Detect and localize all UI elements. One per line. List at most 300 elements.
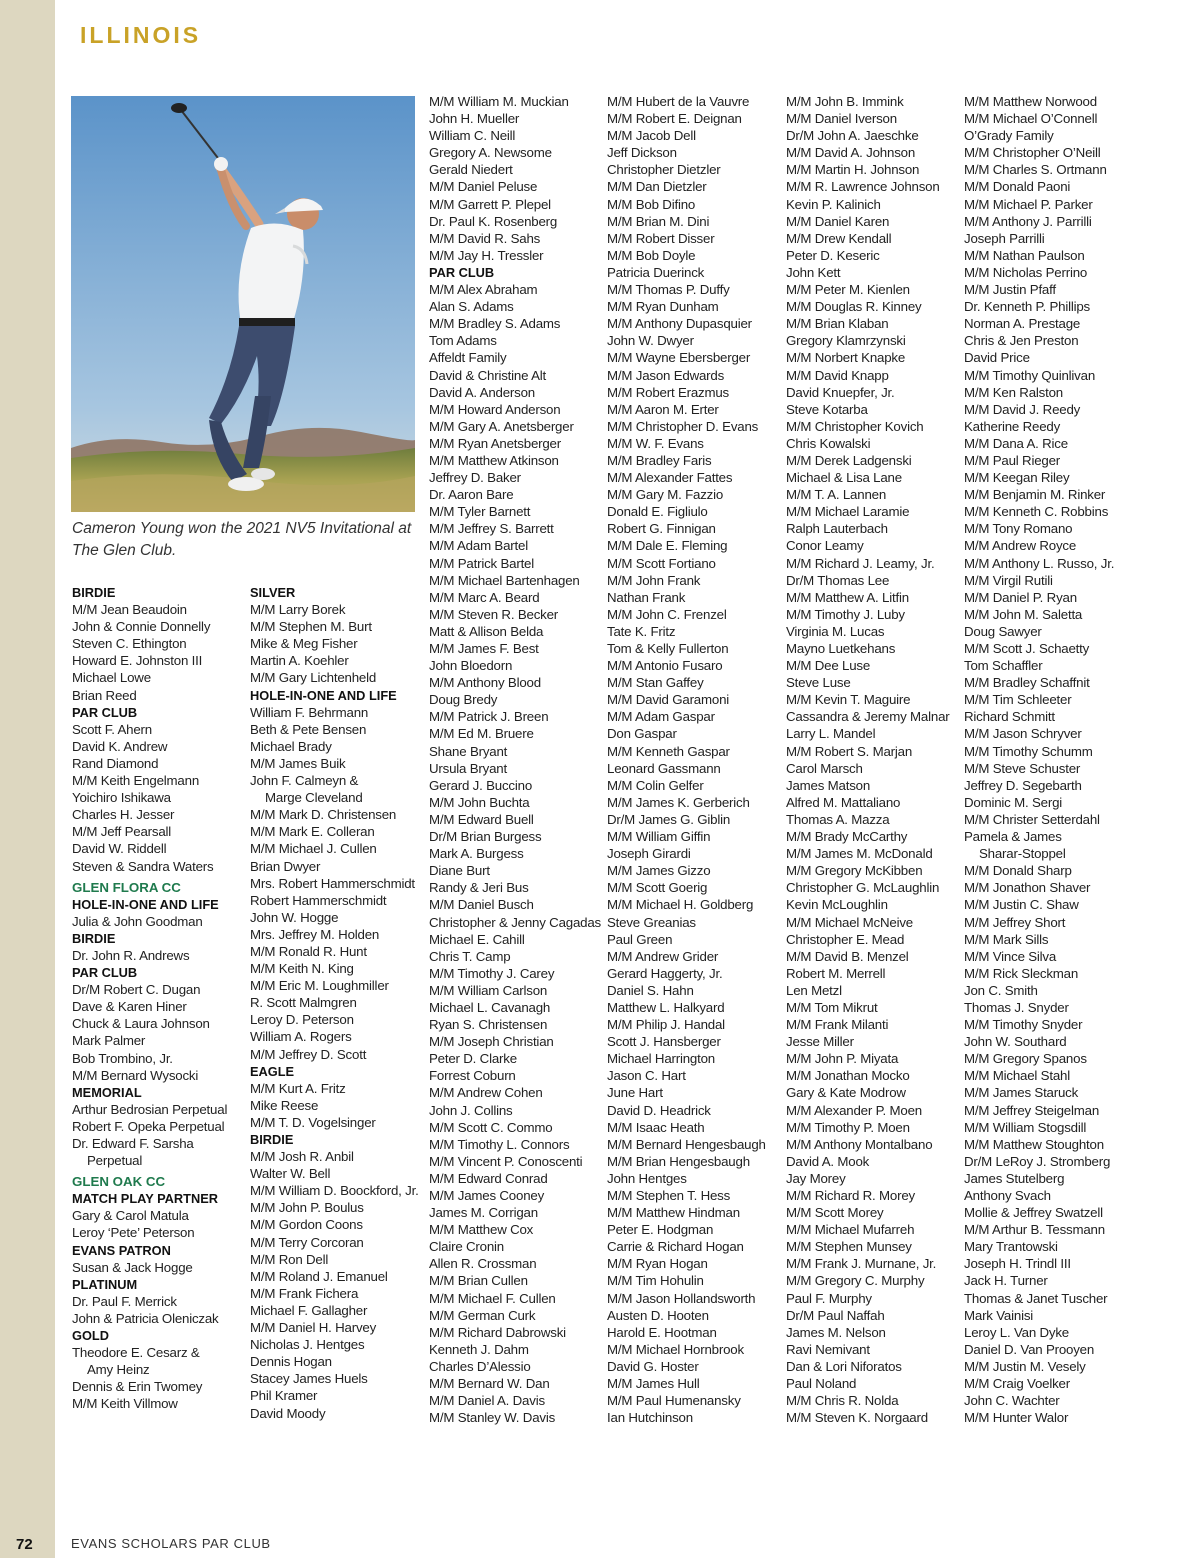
donor-name: M/M Andrew Grider	[607, 948, 719, 964]
donor-name: John W. Dwyer	[607, 333, 694, 349]
donor-name: Daniel D. Van Prooyen	[964, 1341, 1095, 1357]
donor-name: M/M Jeffrey S. Barrett	[429, 521, 554, 537]
donor-name: M/M Tyler Barnett	[429, 504, 531, 520]
donor-name: M/M Dale E. Fleming	[607, 538, 728, 554]
donor-name: John F. Calmeyn &	[250, 773, 359, 789]
donor-name: M/M Jeffrey Short	[964, 914, 1066, 930]
donor-name: M/M Craig Voelker	[964, 1376, 1070, 1392]
donor-name: Michael Harrington	[607, 1051, 715, 1067]
donor-name: M/M Brian Hengesbaugh	[607, 1153, 750, 1169]
donor-name: Peter E. Hodgman	[607, 1222, 714, 1238]
donor-name: Jon C. Smith	[964, 982, 1038, 998]
donor-name: Yoichiro Ishikawa	[72, 790, 171, 806]
donor-name: M/M Ronald R. Hunt	[250, 943, 367, 959]
donor-name: M/M Howard Anderson	[429, 401, 561, 417]
donor-name: M/M John B. Immink	[786, 94, 904, 109]
donor-name: Dan & Lori Niforatos	[786, 1358, 902, 1374]
donor-name: Theodore E. Cesarz &	[72, 1345, 200, 1361]
donor-name: M/M Virgil Rutili	[964, 572, 1053, 588]
donor-name: M/M Larry Borek	[250, 602, 346, 618]
donor-name: William F. Behrmann	[250, 704, 369, 720]
donor-name: M/M Charles S. Ortmann	[964, 162, 1107, 178]
donor-name: M/M Timothy Snyder	[964, 1017, 1083, 1033]
donor-name: M/M John M. Saletta	[964, 606, 1083, 622]
donor-name: M/M Frank Milanti	[786, 1017, 889, 1033]
donor-name: Dr/M John A. Jaeschke	[786, 128, 919, 144]
donor-name: M/M Keith Villmow	[72, 1396, 178, 1412]
donor-name: M/M Josh R. Anbil	[250, 1149, 354, 1165]
donor-name: M/M William D. Boockford, Jr.	[250, 1183, 419, 1199]
donor-name: M/M Peter M. Kienlen	[786, 282, 910, 298]
donor-name: Dr. Paul K. Rosenberg	[429, 213, 558, 229]
donor-name: M/M Brian Klaban	[786, 316, 889, 332]
donor-name: M/M Andrew Cohen	[429, 1085, 543, 1101]
donor-name: M/M W. F. Evans	[607, 435, 704, 451]
donor-name: Carrie & Richard Hogan	[607, 1239, 744, 1255]
donor-name: Bob Trombino, Jr.	[72, 1050, 173, 1066]
donor-name: M/M Chris R. Nolda	[786, 1393, 899, 1409]
donor-name: M/M T. A. Lannen	[786, 487, 887, 503]
club-heading: GLEN OAK CC	[72, 1174, 166, 1190]
donor-name: M/M Vince Silva	[964, 948, 1057, 964]
donor-name: Diane Burt	[429, 863, 490, 879]
level-heading: EVANS PATRON	[72, 1242, 171, 1258]
donor-name: M/M Daniel Busch	[429, 897, 534, 913]
donor-name: M/M David R. Sahs	[429, 230, 541, 246]
donor-name: M/M Terry Corcoran	[250, 1234, 364, 1250]
donor-name: John W. Hogge	[250, 909, 339, 925]
donor-name: M/M Jonathon Shaver	[964, 880, 1091, 896]
donor-name: Tom & Kelly Fullerton	[607, 641, 729, 656]
donor-name: Dave & Karen Hiner	[72, 999, 187, 1015]
donor-name: M/M Isaac Heath	[607, 1119, 705, 1135]
golfer-image	[71, 96, 415, 512]
donor-name: Mike Reese	[250, 1097, 319, 1113]
donor-name: M/M James Cooney	[429, 1188, 545, 1203]
donor-name: Doug Bredy	[429, 692, 498, 708]
donor-name: M/M Brian M. Dini	[607, 213, 710, 229]
donor-name: M/M Michael Stahl	[964, 1068, 1070, 1084]
donor-name: Steve Luse	[786, 675, 851, 691]
donor-name: William C. Neill	[429, 128, 516, 144]
donor-name: M/M Stan Gaffey	[607, 675, 704, 691]
donor-name: M/M Justin M. Vesely	[964, 1358, 1086, 1374]
donor-name: M/M Bernard W. Dan	[429, 1376, 550, 1392]
level-heading: HOLE-IN-ONE AND LIFE	[250, 687, 397, 703]
donor-name: James M. Corrigan	[429, 1205, 538, 1221]
donor-name: Mark Vainisi	[964, 1307, 1034, 1323]
donor-name: Jay Morey	[786, 1170, 846, 1186]
donor-name: Brian Reed	[72, 687, 137, 703]
donor-name: M/M Dana A. Rice	[964, 435, 1068, 451]
donor-name: M/M Kenneth C. Robbins	[964, 504, 1109, 520]
donor-name: Kevin McLoughlin	[786, 897, 888, 913]
donor-name: M/M Brian Cullen	[429, 1273, 528, 1289]
donor-name: M/M Gary Lichtenheld	[250, 670, 377, 686]
donor-name: M/M Daniel P. Ryan	[964, 589, 1077, 605]
donor-name: M/M Bradley Schaffnit	[964, 675, 1090, 691]
donor-name: M/M James Gizzo	[607, 863, 711, 879]
donor-name: M/M Jason Schryver	[964, 726, 1082, 742]
donor-name: M/M Michael Hornbrook	[607, 1341, 744, 1357]
donor-name: Pamela & James	[964, 829, 1062, 845]
donor-name: M/M Jean Beaudoin	[72, 602, 187, 618]
donor-name: Christopher G. McLaughlin	[786, 880, 940, 896]
donor-name: M/M Bernard Hengesbaugh	[607, 1136, 766, 1152]
donor-name: M/M Hunter Walor	[964, 1410, 1069, 1426]
donor-name: Dr. John R. Andrews	[72, 947, 190, 963]
donor-name: M/M Christer Setterdahl	[964, 811, 1100, 827]
donor-name: M/M Kenneth Gaspar	[607, 743, 730, 759]
donor-name: M/M German Curk	[429, 1307, 536, 1323]
level-heading: MEMORIAL	[72, 1084, 142, 1100]
donor-name: John W. Southard	[964, 1034, 1067, 1050]
donor-name: Harold E. Hootman	[607, 1324, 717, 1340]
donor-name: David Moody	[250, 1405, 326, 1421]
donor-name: M/M Scott Goerig	[607, 880, 708, 896]
donor-name: M/M Donald Paoni	[964, 179, 1071, 195]
donor-name: John Hentges	[607, 1170, 687, 1186]
footer-publication: EVANS SCHOLARS PAR CLUB	[71, 1536, 271, 1551]
donor-name: Dr. Edward F. Sarsha	[72, 1136, 194, 1151]
donor-name: M/M Mark E. Colleran	[250, 824, 375, 840]
donor-name: Mark A. Burgess	[429, 846, 524, 862]
donor-name: M/M James F. Best	[429, 641, 539, 656]
donor-name: M/M Aaron M. Erter	[607, 401, 719, 417]
donor-name: M/M Tony Romano	[964, 521, 1073, 537]
donor-name: M/M Christopher Kovich	[786, 418, 924, 434]
donor-name: Tom Schaffler	[964, 658, 1043, 674]
donor-name: David & Christine Alt	[429, 367, 546, 383]
donor-name: David W. Riddell	[72, 841, 167, 857]
donor-name: Gerald Niedert	[429, 162, 513, 178]
donor-name: Mrs. Jeffrey M. Holden	[250, 926, 380, 942]
level-heading: PAR CLUB	[429, 264, 495, 280]
donor-name: Gerard J. Buccino	[429, 777, 533, 793]
donor-name: M/M Vincent P. Conoscenti	[429, 1153, 583, 1169]
level-heading: MATCH PLAY PARTNER	[72, 1191, 218, 1207]
donor-name: M/M Richard R. Morey	[786, 1188, 915, 1203]
donor-name: June Hart	[607, 1085, 663, 1101]
donor-name: Charles D’Alessio	[429, 1358, 531, 1374]
donor-name: M/M Anthony Montalbano	[786, 1136, 933, 1152]
donor-name: M/M Edward Conrad	[429, 1170, 548, 1186]
donor-name: M/M Frank Fichera	[250, 1285, 359, 1301]
donor-name: Dennis Hogan	[250, 1354, 332, 1370]
donor-name: Virginia M. Lucas	[786, 623, 885, 639]
donor-name: Charles H. Jesser	[72, 807, 175, 823]
donor-name: M/M John Buchta	[429, 794, 530, 810]
donor-name: M/M Adam Gaspar	[607, 709, 715, 725]
donor-name-continued: Amy Heinz	[87, 1362, 150, 1378]
donor-name: Dr. Paul F. Merrick	[72, 1293, 177, 1309]
donor-name: Robert G. Finnigan	[607, 521, 716, 537]
donor-name: M/M Daniel H. Harvey	[250, 1320, 377, 1336]
donor-name: Shane Bryant	[429, 743, 508, 759]
donor-name: Michael Brady	[250, 738, 332, 754]
donor-name: Mike & Meg Fisher	[250, 636, 358, 652]
donor-name: M/M Michael F. Cullen	[429, 1290, 556, 1306]
donor-name: Scott F. Ahern	[72, 721, 152, 737]
donor-name: Robert M. Merrell	[786, 965, 886, 981]
donor-name: Katherine Reedy	[964, 418, 1061, 434]
donor-name: M/M Matthew Norwood	[964, 94, 1097, 109]
donor-name: Steven & Sandra Waters	[72, 858, 214, 874]
donor-name: M/M Jeffrey D. Scott	[250, 1046, 367, 1062]
donor-name: Gary & Kate Modrow	[786, 1085, 906, 1101]
donor-name: M/M William Stogsdill	[964, 1119, 1087, 1135]
donor-name: Howard E. Johnston III	[72, 653, 203, 669]
donor-name: John J. Collins	[429, 1102, 513, 1118]
donor-name: Mollie & Jeffrey Swatzell	[964, 1205, 1103, 1221]
donor-name: Michael & Lisa Lane	[786, 470, 902, 486]
donor-name: Norman A. Prestage	[964, 316, 1081, 332]
donor-name: Nathan Frank	[607, 589, 686, 605]
donor-name: M/M Robert Disser	[607, 230, 715, 246]
donor-name: Jason C. Hart	[607, 1068, 686, 1084]
donor-name: Michael Lowe	[72, 670, 151, 686]
donor-name: Affeldt Family	[429, 350, 507, 366]
donor-name: Gregory A. Newsome	[429, 145, 552, 161]
donor-name: M/M Gregory C. Murphy	[786, 1273, 925, 1289]
donor-name: M/M Ken Ralston	[964, 384, 1063, 400]
donor-name: M/M William Giffin	[607, 829, 711, 845]
donor-name: M/M Stephen T. Hess	[607, 1188, 731, 1203]
level-heading: HOLE-IN-ONE AND LIFE	[72, 896, 219, 912]
donor-name: Robert F. Opeka Perpetual	[72, 1118, 225, 1134]
donor-name: Randy & Jeri Bus	[429, 880, 529, 896]
donor-name: M/M Christopher O’Neill	[964, 145, 1101, 161]
donor-name: Cassandra & Jeremy Malnar	[786, 709, 950, 725]
donor-name: Mark Palmer	[72, 1033, 146, 1049]
donor-name: M/M Tim Hohulin	[607, 1273, 704, 1289]
donor-name: M/M Jay H. Tressler	[429, 247, 544, 263]
donor-name: M/M Scott J. Schaetty	[964, 641, 1090, 656]
donor-name: M/M Nathan Paulson	[964, 247, 1085, 263]
donor-name: Chris Kowalski	[786, 435, 871, 451]
donor-name: M/M David A. Johnson	[786, 145, 916, 161]
donor-name: M/M Kevin T. Maguire	[786, 692, 911, 708]
donor-name: M/M Jonathan Mocko	[786, 1068, 910, 1084]
donor-name: Robert Hammerschmidt	[250, 892, 387, 908]
donor-column-4	[607, 93, 766, 1426]
donor-name-continued: Perpetual	[87, 1153, 143, 1169]
donor-name: David K. Andrew	[72, 738, 168, 754]
donor-name: M/M James Staruck	[964, 1085, 1079, 1101]
donor-name: M/M Rick Sleckman	[964, 965, 1079, 981]
donor-name: Allen R. Crossman	[429, 1256, 537, 1272]
donor-name: M/M David B. Menzel	[786, 948, 909, 964]
donor-name: Dr/M Brian Burgess	[429, 829, 542, 845]
donor-name: Mrs. Robert Hammerschmidt	[250, 875, 415, 891]
donor-name: M/M Paul Humenansky	[607, 1393, 741, 1409]
donor-name: Scott J. Hansberger	[607, 1034, 721, 1050]
donor-name: James M. Nelson	[786, 1324, 886, 1340]
donor-name: M/M Michael H. Goldberg	[607, 897, 754, 913]
donor-name: Ravi Nemivant	[786, 1341, 870, 1357]
donor-name: M/M John P. Boulus	[250, 1200, 364, 1216]
donor-column-6	[964, 93, 1114, 1426]
donor-column-3	[429, 93, 601, 1426]
donor-name: M/M Timothy Quinlivan	[964, 367, 1096, 383]
donor-name: M/M Anthony J. Parrilli	[964, 213, 1092, 229]
donor-name: James Stutelberg	[964, 1170, 1065, 1186]
level-heading: PLATINUM	[72, 1276, 138, 1292]
donor-name: Jesse Miller	[786, 1034, 854, 1050]
donor-name: M/M Gary M. Fazzio	[607, 487, 724, 503]
donor-name: Ursula Bryant	[429, 760, 507, 776]
donor-name: Jeff Dickson	[607, 145, 677, 161]
donor-name: Joseph Parrilli	[964, 230, 1045, 246]
donor-name: Julia & John Goodman	[72, 913, 203, 929]
donor-name: M/M Daniel A. Davis	[429, 1393, 545, 1409]
donor-name: M/M Bob Doyle	[607, 247, 696, 263]
donor-name: M/M Matthew Cox	[429, 1222, 534, 1238]
donor-name: M/M Anthony L. Russo, Jr.	[964, 555, 1115, 571]
donor-name: M/M Ryan Hogan	[607, 1256, 708, 1272]
donor-name: David G. Hoster	[607, 1358, 699, 1374]
donor-name: M/M Frank J. Murnane, Jr.	[786, 1256, 937, 1272]
donor-name: M/M Jeffrey Steigelman	[964, 1102, 1100, 1118]
donor-name: M/M Brady McCarthy	[786, 829, 908, 845]
donor-name: Gerard Haggerty, Jr.	[607, 965, 723, 981]
donor-name: Michael E. Cahill	[429, 931, 525, 947]
donor-name: Daniel S. Hahn	[607, 982, 694, 998]
donor-name: John Kett	[786, 264, 841, 280]
donor-name: M/M Jason Hollandsworth	[607, 1290, 756, 1306]
donor-name: David Price	[964, 350, 1030, 366]
donor-name: M/M Ryan Anetsberger	[429, 435, 561, 451]
donor-name: Nicholas J. Hentges	[250, 1337, 365, 1353]
donor-name: Claire Cronin	[429, 1239, 504, 1255]
donor-name: Dr/M Robert C. Dugan	[72, 982, 201, 998]
donor-name: M/M Gordon Coons	[250, 1217, 363, 1233]
donor-name: M/M Anthony Dupasquier	[607, 316, 752, 332]
donor-name: M/M Matthew Hindman	[607, 1205, 740, 1221]
donor-name: M/M Drew Kendall	[786, 230, 892, 246]
donor-name: M/M Ed M. Bruere	[429, 726, 534, 742]
donor-name: M/M Timothy J. Luby	[786, 606, 905, 622]
donor-name: M/M Mark D. Christensen	[250, 807, 397, 823]
donor-name: M/M Jeff Pearsall	[72, 824, 172, 840]
donor-column-2	[250, 584, 419, 1422]
donor-name: Jeffrey D. Segebarth	[964, 777, 1082, 793]
donor-name: Walter W. Bell	[250, 1166, 331, 1182]
donor-name: M/M Steven R. Becker	[429, 606, 559, 622]
donor-name: M/M Scott Morey	[786, 1205, 884, 1221]
donor-name: Dr. Aaron Bare	[429, 487, 514, 503]
donor-name: Ian Hutchinson	[607, 1410, 693, 1426]
donor-name: Dominic M. Sergi	[964, 794, 1063, 810]
donor-name: M/M James K. Gerberich	[607, 794, 750, 810]
donor-name: Leroy D. Peterson	[250, 1012, 354, 1028]
donor-name: David A. Mook	[786, 1153, 870, 1169]
donor-name: M/M Daniel Peluse	[429, 179, 538, 195]
donor-name: Kenneth J. Dahm	[429, 1341, 529, 1357]
donor-name: M/M Colin Gelfer	[607, 777, 704, 793]
donor-name: M/M David Knapp	[786, 367, 889, 383]
donor-name: Ryan S. Christensen	[429, 1017, 548, 1033]
donor-name: M/M Steven K. Norgaard	[786, 1410, 928, 1426]
donor-name: M/M Stanley W. Davis	[429, 1410, 556, 1426]
donor-name: M/M James M. McDonald	[786, 846, 933, 862]
donor-name: Christopher & Jenny Cagadas	[429, 914, 601, 930]
donor-name: Jack H. Turner	[964, 1273, 1048, 1289]
donor-name: Mayno Luetkehans	[786, 641, 896, 656]
donor-name: Alfred M. Mattaliano	[786, 794, 901, 810]
donor-name: M/M Timothy Schumm	[964, 743, 1093, 759]
donor-name: Brian Dwyer	[250, 858, 321, 874]
donor-name: M/M Dan Dietzler	[607, 179, 707, 195]
donor-name: M/M Tim Schleeter	[964, 692, 1072, 708]
donor-name: Carol Marsch	[786, 760, 863, 776]
donor-name: M/M Roland J. Emanuel	[250, 1268, 388, 1284]
donor-name: M/M Jacob Dell	[607, 128, 696, 144]
donor-name: Matthew L. Halkyard	[607, 999, 725, 1015]
donor-name: M/M Antonio Fusaro	[607, 658, 723, 674]
level-heading: BIRDIE	[72, 930, 116, 946]
donor-name: Thomas A. Mazza	[786, 811, 890, 827]
donor-name: Michael F. Gallagher	[250, 1302, 368, 1318]
donor-name: David Knuepfer, Jr.	[786, 384, 895, 400]
donor-name: Paul F. Murphy	[786, 1290, 872, 1306]
donor-name: John & Patricia Oleniczak	[72, 1310, 219, 1326]
donor-name: Len Metzl	[786, 982, 842, 998]
donor-name: Jeffrey D. Baker	[429, 470, 521, 486]
donor-name: M/M Michael Mufarreh	[786, 1222, 915, 1238]
donor-name: Tate K. Fritz	[607, 623, 676, 639]
donor-name: David A. Anderson	[429, 384, 536, 400]
donor-name: M/M Timothy P. Moen	[786, 1119, 910, 1135]
donor-name: M/M Robert S. Marjan	[786, 743, 913, 759]
donor-name: M/M Stephen M. Burt	[250, 619, 372, 635]
donor-name: Don Gaspar	[607, 726, 677, 742]
donor-name: Chuck & Laura Johnson	[72, 1016, 210, 1032]
donor-name: Leroy ‘Pete’ Peterson	[72, 1225, 195, 1241]
donor-column-5	[786, 93, 950, 1426]
donor-name: M/M Richard J. Leamy, Jr.	[786, 555, 935, 571]
donor-name: Dr/M LeRoy J. Stromberg	[964, 1153, 1111, 1169]
donor-name: Steven C. Ethington	[72, 636, 187, 652]
donor-name: M/M Gary A. Anetsberger	[429, 418, 574, 434]
donor-name: James Matson	[786, 777, 871, 793]
donor-name: M/M Eric M. Loughmiller	[250, 978, 389, 994]
donor-name: Donald E. Figliulo	[607, 504, 708, 520]
level-heading: BIRDIE	[250, 1132, 294, 1147]
donor-name: Gary & Carol Matula	[72, 1208, 189, 1224]
donor-name: M/M William Carlson	[429, 982, 548, 998]
donor-name: Peter D. Clarke	[429, 1051, 517, 1067]
donor-name: John & Connie Donnelly	[72, 619, 211, 635]
donor-name: John Bloedorn	[429, 658, 513, 674]
donor-name: Beth & Pete Bensen	[250, 721, 367, 737]
donor-name: M/M Joseph Christian	[429, 1034, 554, 1050]
donor-name-continued: Marge Cleveland	[265, 790, 363, 806]
donor-name: M/M John Frank	[607, 572, 701, 588]
donor-name: M/M David Garamoni	[607, 692, 730, 708]
donor-name: M/M Donald Sharp	[964, 863, 1072, 879]
donor-name: M/M Douglas R. Kinney	[786, 299, 922, 315]
page-title: ILLINOIS	[80, 22, 202, 48]
donor-name: M/M Richard Dabrowski	[429, 1324, 566, 1340]
donor-name: Chris & Jen Preston	[964, 333, 1079, 349]
club-heading: GLEN FLORA CC	[72, 879, 181, 895]
donor-name: William A. Rogers	[250, 1029, 352, 1045]
donor-name: Kevin P. Kalinich	[786, 196, 881, 212]
donor-name: M/M Derek Ladgenski	[786, 452, 912, 468]
donor-name: Thomas & Janet Tuscher	[964, 1290, 1108, 1306]
donor-name: Leroy L. Van Dyke	[964, 1324, 1070, 1340]
